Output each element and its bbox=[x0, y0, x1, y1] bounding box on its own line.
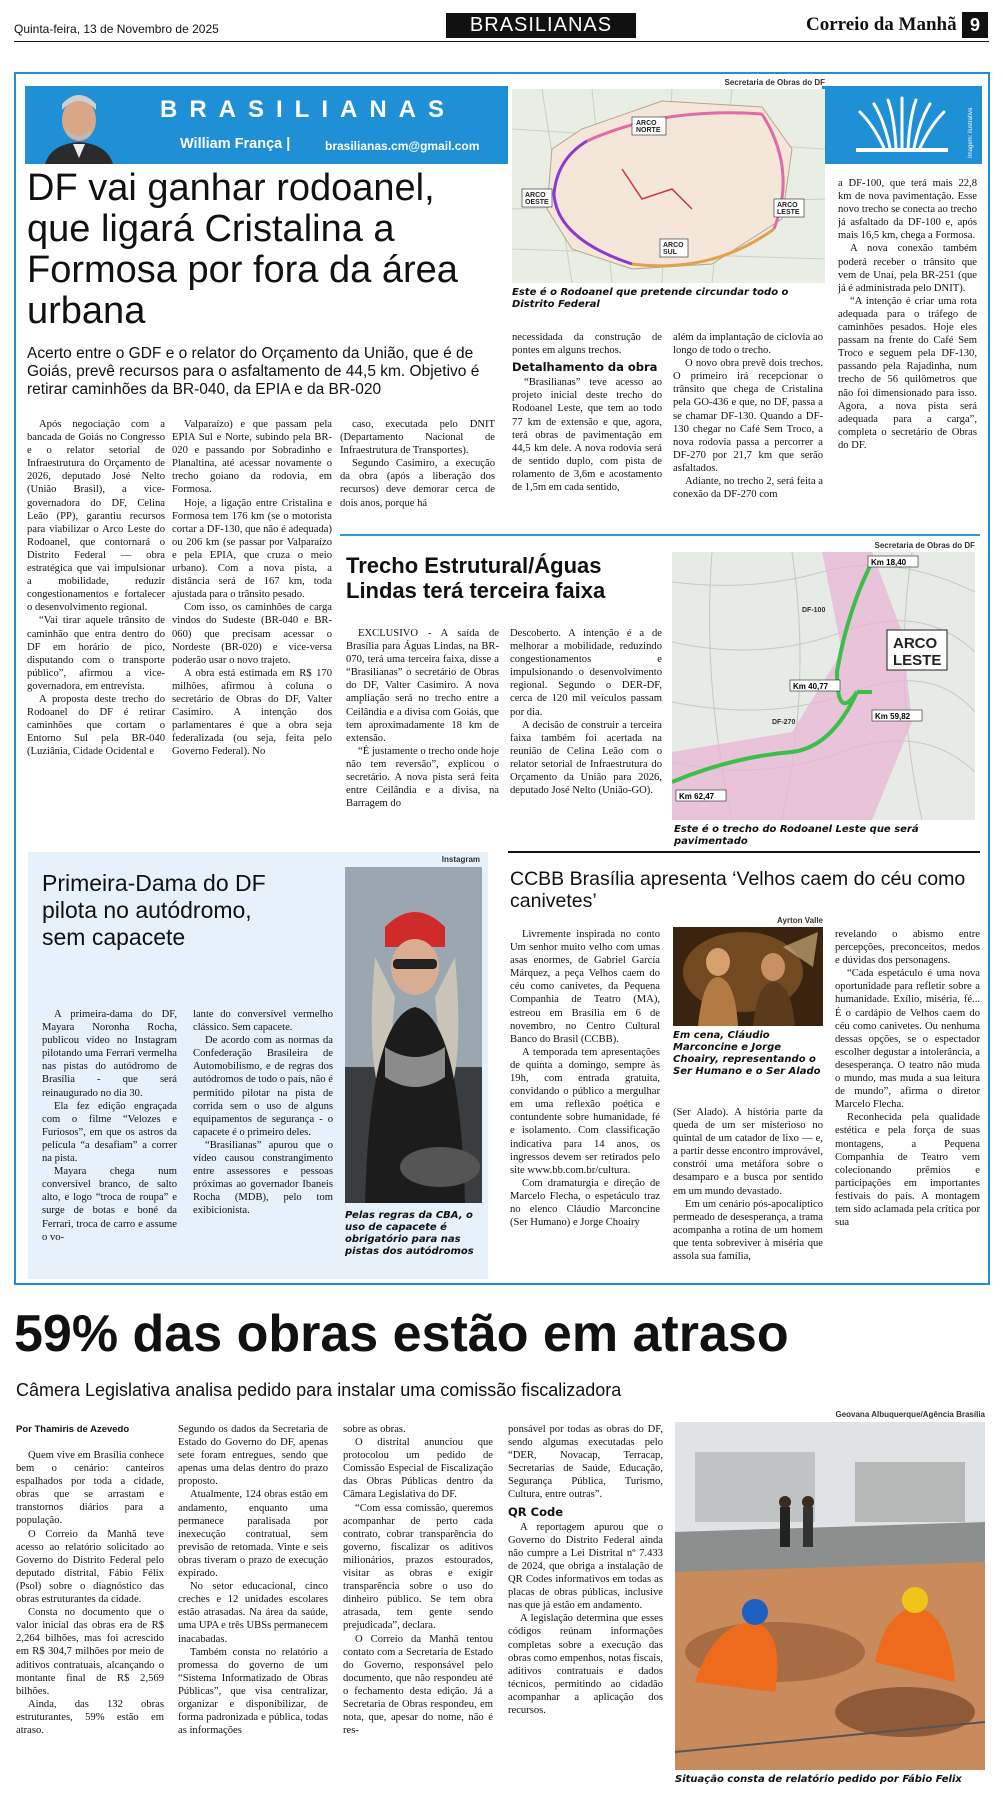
paragraph: Livremente inspirada no conto Um senhor muito velho com umas asas enormes, de Gabriel García Márquez, a peça Velhos caem do céu como canivetes, da Pequena Companhia de Teatro (MA), estreou em Brasília em 6 de novembro, no Centro Cultural Banco do Brasil (CCBB). bbox=[510, 929, 660, 1045]
story1-col3 bbox=[340, 418, 495, 526]
paragraph: De acordo com as normas da Confederação Brasileira de Automobilismo, e de regras dos autódromos de todo o país, não é permitido pilotar na pista de corrida sem o uso de alguns equipamentos de segurança - o capacete é o primeiro deles. bbox=[193, 1035, 333, 1138]
story1-col1 bbox=[27, 418, 165, 842]
construction-site-photo-icon bbox=[675, 1422, 985, 1770]
theater-scene-photo-icon bbox=[673, 927, 823, 1026]
svg-text:OESTE: OESTE bbox=[525, 199, 549, 206]
story2-map bbox=[672, 552, 975, 820]
paragraph: O novo obra prevê dois trechos. O primeiro irá recepcionar o trânsito que chega de Cristalina pela GO-436 e que, no DF, passa a se chamar DF-130. Quando a DF-130 chegar no Café Sem Troco, a nova rodovia passa a percorrer a DF-270 por 21,7 km que serão asfaltados. bbox=[673, 358, 823, 474]
paragraph: Valparaízo) e que passam pela EPIA Sul e Norte, subindo pela BR-020 e passando por Sobradinho e Planaltina, até acessar novamente o trecho goiano da rodovia, em Formosa. bbox=[172, 419, 332, 496]
paragraph: A primeira-dama do DF, Mayara Noronha Rocha, publicou vídeo no Instagram pilotando uma Ferrari vermelha nas pistas do autódromo de Brasília - que será reinaugurado no dia 30. bbox=[42, 1009, 177, 1099]
story5-col4 bbox=[508, 1423, 663, 1789]
column-banner bbox=[25, 86, 508, 164]
paragraph: ponsável por todas as obras do DF, sendo algumas executadas pelo “DER, Novacap, Terracap, Secretarias de Saúde, Educação, Segurança Pública, Turismo, Cultura, entre outras”. bbox=[508, 1424, 663, 1501]
map-label-arco-sul: ARCO bbox=[663, 242, 684, 249]
paragraph: Segundo Casimiro, a execução da obra (após a liberação dos recursos) deve demorar cerca de dois anos, porque há bbox=[340, 458, 495, 509]
story5-byline: Por Thamiris de Azevedo bbox=[16, 1424, 130, 1435]
banner-title: BRASILIANAS bbox=[160, 96, 457, 123]
story1-col6 bbox=[838, 177, 977, 527]
section-divider bbox=[340, 534, 980, 536]
story1-col2 bbox=[172, 418, 332, 842]
story3-headline: Primeira-Dama do DF pilota no autódromo, sem capacete bbox=[42, 870, 266, 950]
section-divider bbox=[508, 851, 980, 853]
paragraph: Descoberto. A intenção é a de melhorar a mobilidade, reduzindo congestionamentos e impulsionando o desenvolvimento regional. Segundo o DER-DF, cerca de 120 mil veículos passam por dia. bbox=[510, 628, 662, 718]
paragraph: lante do conversível vermelho clássico. Sem capacete. bbox=[193, 1009, 333, 1034]
svg-text:NORTE: NORTE bbox=[636, 127, 661, 134]
header-section: BRASILIANAS bbox=[446, 13, 636, 38]
paragraph: A obra está estimada em R$ 170 milhões, afirmou à coluna o secretário de Obras do DF, Valter Casimiro. A intenção dos parlamentares é que a obra seja federalizada (ou seja, feita pelo Governo Federal). No bbox=[172, 667, 332, 758]
story4-col3 bbox=[835, 928, 980, 1276]
paragraph: A nova conexão também poderá receber o trânsito que vem de Unaí, pela BR-251 (que já é administrada pelo DNIT). bbox=[838, 243, 977, 294]
paragraph: revelando o abismo entre percepções, preconceitos, medos e dúvidas dos personagens. bbox=[835, 929, 980, 967]
story5-photo-credit: Geovana Albuquerque/Agência Brasília bbox=[835, 1410, 985, 1419]
paragraph: caso, executada pelo DNIT (Departamento Nacional de Infraestrutura de Transportes). bbox=[340, 419, 495, 457]
header-date: Quinta-feira, 13 de Novembro de 2025 bbox=[14, 22, 219, 36]
story5-photo bbox=[675, 1422, 985, 1770]
story2-map-caption: Este é o trecho do Rodoanel Leste que será pavimentado bbox=[674, 824, 919, 847]
story5-col1 bbox=[16, 1449, 164, 1789]
paragraph: “Vai tirar aquele trânsito de caminhão que entra dentro do DF em horário de pico, disputando com o transporte público”, afirmou a vice-governadora, em entrevista. bbox=[27, 615, 165, 692]
story1-headline: DF vai ganhar rodoanel, que ligará Cristalina a Formosa por fora da área urbana bbox=[27, 167, 458, 332]
paragraph: A proposta deste trecho do Rodoanel do DF é retirar caminhões que cortam o Entorno Sul pela BR-040 (Luziânia, Cidade Ocidental e bbox=[27, 693, 165, 758]
paragraph: No setor educacional, cinco creches e 12 unidades escolares estão atrasadas. Na área da saúde, uma UPA e três UBSs permanecem inacabadas. bbox=[178, 1581, 328, 1645]
paragraph: Em um cenário pós-apocalíptico permeado de desesperança, a trama acompanha a rotina de um homem que tenta sobreviver à miséria que assola sua família, bbox=[673, 1198, 823, 1263]
paragraph: Ainda, das 132 obras estruturantes, 59% estão em atraso. bbox=[16, 1698, 164, 1736]
paragraph: Com dramaturgia e direção de Marcelo Flecha, o espetáculo traz no elenco Cláudio Marconcine (Ser Humano) e Jorge Choairy bbox=[510, 1177, 660, 1229]
story3-photo bbox=[345, 867, 482, 1203]
story3-photo-caption: Pelas regras da CBA, o uso de capacete é obrigatório para nas pistas dos autódromos bbox=[345, 1210, 474, 1257]
story5-photo-caption: Situação consta de relatório pedido por Fábio Felix bbox=[675, 1774, 962, 1785]
story4-headline: CCBB Brasília apresenta ‘Velhos caem do céu como canivetes’ bbox=[510, 868, 966, 912]
map-label-km-18: Km 18,40 bbox=[871, 558, 907, 567]
paragraph: Também consta no relatório a promessa do governo de um “Sistema Informatizado de Obras Públicas”, que visa centralizar, organizar e disponibilizar, de forma padronizada e pública, todas as informações bbox=[178, 1646, 328, 1737]
story5-headline: 59% das obras estão em atraso bbox=[14, 1305, 789, 1363]
page-header bbox=[14, 10, 989, 42]
story4-photo-credit: Ayrton Valle bbox=[777, 916, 823, 925]
author-portrait-icon bbox=[39, 88, 119, 164]
map-label-km-40: Km 40,77 bbox=[793, 682, 829, 691]
paragraph: A decisão de construir a terceira faixa também foi acertada na reunião de Celina Leão com o relator setorial de Infraestrutura do Orçamento da União para 2026, deputado José Nelto (União-GO). bbox=[510, 719, 662, 797]
map-label-arco-norte: ARCO bbox=[636, 120, 657, 127]
story4-photo-caption: Em cena, Cláudio Marconcine e Jorge Choairy, representando o Ser Humano e o Ser Alado bbox=[673, 1030, 821, 1077]
paragraph: A temporada tem apresentações de quinta a domingo, sempre às 19h, com entrada gratuita, convidando o público a mergulhar em uma reflexão poética e contundente sobre humanidade, fé e isolamento. Com classificação indicativa para 14 anos, os ingressos devem ser retirados pelo site www.bb.com.br/cultura. bbox=[510, 1046, 660, 1176]
banner-email[interactable]: brasilianas.cm@gmail.com bbox=[325, 139, 480, 153]
story1-deck: Acerto entre o GDF e o relator do Orçamento da União, que é de Goiás, prevê recursos para o asfaltamento de 44,5 km. Objetivo é retirar caminhões da BR-040, da EPIA e da BR-020 bbox=[27, 345, 480, 398]
paragraph: “Com essa comissão, queremos acompanhar de perto cada contrato, cobrar transparência do governo, fiscalizar os aditivos milionários, prazos estourados, visitar as obras e exigir transparência sobre o uso do dinheiro público. Se tem obra atrasada, tem gente sendo prejudicada”, declara. bbox=[343, 1502, 493, 1632]
map-label-arco-leste: ARCO bbox=[777, 202, 798, 209]
paragraph: Segundo os dados da Secretaria de Estado do Governo do DF, apenas sete foram entregues, sendo que apenas uma delas dentro do prazo proposto. bbox=[178, 1424, 328, 1488]
first-lady-photo-icon bbox=[345, 867, 482, 1203]
story1-col5 bbox=[673, 331, 823, 528]
paragraph: Mayara chega num conversível branco, de salto alto, e logo “troca de roupa” e surge de botas e boné da Ferrari, troca de carro e assume o vo- bbox=[42, 1166, 177, 1243]
story2-map-credit: Secretaria de Obras do DF bbox=[874, 541, 975, 550]
banner-right-panel bbox=[822, 86, 982, 164]
paragraph: “A intenção é criar uma rota adequada para o tráfego de caminhões pesados. Hoje eles passam na frente do Café Sem Troco e seguem pela DF-130, passando pela Rajadinha, num trecho de 56 quilômetros que não foi dimensionado para isso. Agora, a nova pista será adequada para a carga”, completa o secretário de Obras do DF. bbox=[838, 295, 977, 451]
paragraph: “Brasilianas” teve acesso ao projeto inicial deste trecho do Rodoanel Leste, que tem ao todo 77 km de extensão e que, agora, terá obras de pavimentação em 44,5 km dele. A nova rodovia será de sentido duplo, com pista de rolamento de 3,6m e acostamento de 1,5m em cada sentido, bbox=[512, 377, 662, 494]
paragraph: Reconhecida pela qualidade estética e pela força de suas montagens, a Pequena Companhia de Teatro vem colecionando prêmios e participações em importantes festivais do país. A montagem tem sido aclamada pela crítica por sua bbox=[835, 1112, 980, 1229]
story5-subhead: QR Code bbox=[508, 1504, 564, 1519]
map-label-df100: DF-100 bbox=[802, 607, 826, 614]
paragraph: EXCLUSIVO - A saída de Brasília para Águas Lindas, na BR-070, terá uma terceira faixa, disse a “Brasilianas” o secretário de Obras do DF, Valter Casimiro. A nova ampliação será no trecho entre a Ceilândia e a divisa com Goiás, que tem aproximadamente 18 km de extensão. bbox=[346, 628, 499, 744]
paragraph: “É justamente o trecho onde hoje não tem reversão”, explicou o secretário. A nova pista será feita entre Ceilândia e a divisa, na Barragem do bbox=[346, 745, 499, 810]
story5-deck: Câmera Legislativa analisa pedido para instalar uma comissão fiscalizadora bbox=[16, 1380, 622, 1400]
paragraph: “Brasilianas” apurou que o vídeo causou constrangimento entre assessores e pessoas próximas ao governador Ibaneis Rocha (MDB), pelo tom exibicionista. bbox=[193, 1139, 333, 1217]
paragraph: “Cada espetáculo é uma nova oportunidade para refletir sobre a humanidade. Exílio, miséria, fé... É o cardápio de Velhos caem do céu como canivetes. Ou nenhuma dessas opções, se o espectador escolher degustar a intolerância, a desesperança. O teatro não muda o mundo, mas muda a sua leitura de mundo”, afirma o diretor Marcelo Flecha. bbox=[835, 968, 980, 1111]
story5-col3 bbox=[343, 1423, 493, 1789]
svg-text:LESTE: LESTE bbox=[777, 209, 800, 216]
paragraph: (Ser Alado). A história parte da queda de um ser misterioso no quintal de um catador de lixo — e, a partir desse encontro improvável, constrói uma metáfora sobre o desamparo e a busca por sentido em um mundo devastado. bbox=[673, 1107, 823, 1197]
story3-photo-credit: Instagram bbox=[441, 855, 480, 864]
story1-map-caption: Este é o Rodoanel que pretende circundar todo o Distrito Federal bbox=[512, 287, 789, 310]
story3-col2 bbox=[193, 1008, 333, 1268]
paragraph: Quem vive em Brasília conhece bem o cenário: canteiros espalhados por toda a cidade, obras que se arrastam e transtornos diários para a população. bbox=[16, 1450, 164, 1527]
map-label-arco-leste: ARCO bbox=[893, 635, 938, 652]
story2-col2 bbox=[510, 627, 662, 827]
story1-subhead: Detalhamento da obra bbox=[512, 360, 658, 375]
banner-side-credit: Imagem: ilustrativa bbox=[968, 107, 974, 158]
map-label-arco-oeste: ARCO bbox=[525, 192, 546, 199]
paragraph: A legislação determina que esses códigos reúnam informações completas sobre a execução das obras como empenhos, notas fiscais, aditivos contratuais e dados técnicos, permitindo ao cidadão acompanhar a aplicação dos recursos. bbox=[508, 1613, 663, 1716]
paragraph: O distrital anunciou que protocolou um pedido de Comissão Especial de Fiscalização das Obras Públicas dentro da Câmara Legislativa do DF. bbox=[343, 1437, 493, 1501]
paragraph: necessidada da construção de pontes em alguns trechos. bbox=[512, 332, 662, 357]
banner-author: William França | bbox=[180, 136, 291, 152]
author-photo bbox=[39, 88, 119, 164]
story2-col1 bbox=[346, 627, 499, 827]
paragraph: Atualmente, 124 obras estão em andamento, enquanto uma permanece paralisada por inexecução contratual, sem previsão de retomada. Vinte e seis obras tiveram o prazo de execução expirado. bbox=[178, 1489, 328, 1580]
story4-col1 bbox=[510, 928, 660, 1276]
story4-col2 bbox=[673, 1106, 823, 1276]
story1-col4 bbox=[512, 331, 662, 528]
paragraph: O Correio da Manhã tentou contato com a Secretaria de Estado do Governo, responsável pelo documento, que não respondeu até o fechamento desta edição. Já a Secretaria de Obras respondeu, em nota, que, apesar do nome, não é res- bbox=[343, 1633, 493, 1737]
paragraph: a DF-100, que terá mais 22,8 km de nova pavimentação. Esse novo trecho se conecta ao trecho já asfaltado da DF-100 e, após mais 16,5 km, chega a Formosa. bbox=[838, 178, 977, 242]
paragraph: além da implantação de ciclovia ao longo de todo o trecho. bbox=[673, 332, 823, 357]
paragraph: Após negociação com a bancada de Goiás no Congresso e o relator setorial de Infraestrutura do Orçamento de 2026, deputado José Nelto (União Brasil), a vice-governadora do DF, Celina Leão (PP), garantiu recursos para viabilizar o Arco Leste do Rodoanel, que contornará o Distrito Federal — obra estratégica que vai impulsionar a mobilidade, reduzir congestionamentos e fortalecer o desenvolvimento regional. bbox=[27, 419, 165, 614]
story5-col2 bbox=[178, 1423, 328, 1789]
story1-map-credit: Secretaria de Obras do DF bbox=[724, 78, 825, 87]
svg-text:SUL: SUL bbox=[663, 249, 677, 256]
paragraph: Ela fez edição engraçada com o filme “Velozes e Furiosos”, em que os astros da película “a desafiam” a correr na pista. bbox=[42, 1100, 177, 1165]
paragraph: Com isso, os caminhões de carga vindos do Sudeste (BR-040 e BR-060) que precisam acessar o Nordeste (BR-020) e vice-versa poderão usar o novo trajeto. bbox=[172, 602, 332, 666]
story3-col1 bbox=[42, 1008, 177, 1268]
paragraph: Hoje, a ligação entre Cristalina e Formosa tem 176 km (se o motorista cortar a DF-130, que não é adequada) ou 206 km (se passar por Valparaízo e pela EPIA, que cruza o meio urbano). Com a nova pista, a distância será de 167 km, toda ajustada para o trânsito pesado. bbox=[172, 497, 332, 601]
svg-text:LESTE: LESTE bbox=[893, 652, 942, 669]
paragraph: A reportagem apurou que o Governo do Distrito Federal ainda não cumpre a Lei Distrital nº 7.433 de 2024, que obriga a instalação de QR Codes informativos em todas as placas de obras públicas, inclusive nas que já estão em andamento. bbox=[508, 1521, 663, 1612]
arco-leste-map-icon bbox=[672, 552, 975, 820]
map-label-df270: DF-270 bbox=[772, 719, 796, 726]
cathedral-logo-icon bbox=[822, 86, 982, 164]
rodoanel-map-icon bbox=[512, 89, 825, 283]
story4-photo bbox=[673, 927, 823, 1026]
header-page-number: 9 bbox=[962, 12, 988, 38]
map-label-km-59: Km 59,82 bbox=[875, 712, 911, 721]
story1-map bbox=[512, 89, 825, 283]
story2-headline: Trecho Estrutural/Águas Lindas terá terceira faixa bbox=[346, 553, 606, 603]
paragraph: O Correio da Manhã teve acesso ao relatório solicitado ao Governo do Distrito Federal pelo deputado distrital, Fábio Félix (Psol) sobre o diagnóstico das obras estruturantes da cidade. bbox=[16, 1528, 164, 1606]
map-label-km-62: Km 62,47 bbox=[679, 792, 715, 801]
header-paper-name: Correio da Manhã bbox=[806, 14, 957, 35]
paragraph: Consta no documento que o valor inicial das obras era de R$ 2,264 bilhões, mas foi acrescido em R$ 304,7 milhões por meio de aditivos contratuais, alcançando o montante final de R$ 2,569 bilhões. bbox=[16, 1607, 164, 1697]
paragraph: sobre as obras. bbox=[343, 1424, 406, 1435]
paragraph: Adiante, no trecho 2, será feita a conexão da DF-270 com bbox=[673, 476, 823, 501]
